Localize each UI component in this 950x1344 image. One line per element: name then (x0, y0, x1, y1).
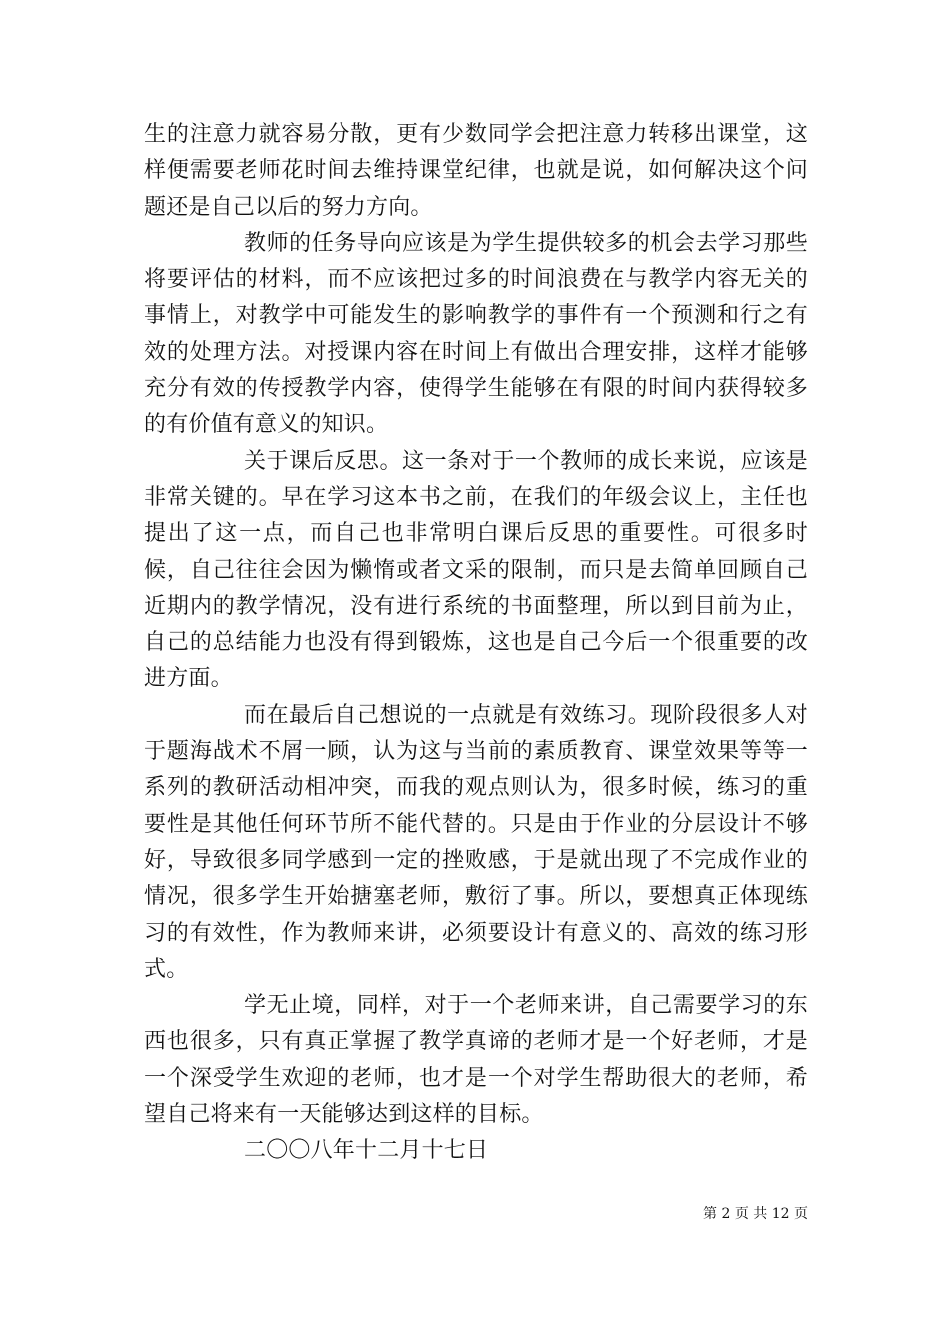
paragraph-reflection: 关于课后反思。这一条对于一个教师的成长来说，应该是非常关键的。早在学习这本书之前，在我们的年级会议上，主任也提出了这一点，而自己也非常明白课后反思的重要性。可很多时候，自己往往会因为懒惰或者文采的限制，而只是去简单回顾自己近期内的教学情况，没有进行系统的书面整理，所以到目前为止，自己的总结能力也没有得到锻炼，这也是自己今后一个很重要的改进方面。 (144, 448, 808, 692)
paragraph-effective-practice: 而在最后自己想说的一点就是有效练习。现阶段很多人对于题海战术不屑一顾，认为这与当前的素质教育、课堂效果等等一系列的教研活动相冲突，而我的观点则认为，很多时候，练习的重要性是其他任何环节所不能代替的。只是由于作业的分层设计不够好，导致很多同学感到一定的挫败感，于是就出现了不完成作业的情况，很多学生开始搪塞老师，敷衍了事。所以，要想真正体现练习的有效性，作为教师来讲，必须要设计有意义的、高效的练习形式。 (144, 702, 808, 982)
page-number-footer: 第 2 页 共 12 页 (703, 1206, 808, 1222)
paragraph-task-orientation: 教师的任务导向应该是为学生提供较多的机会去学习那些将要评估的材料，而不应该把过多的时间浪费在与教学内容无关的事情上，对教学中可能发生的影响教学的事件有一个预测和行之有效的处理方法。对授课内容在时间上有做出合理安排，这样才能够充分有效的传授教学内容，使得学生能够在有限的时间内获得较多的有价值有意义的知识。 (144, 230, 808, 438)
document-date: 二〇〇八年十二月十七日 (244, 1138, 489, 1164)
document-body (144, 117, 808, 1170)
paragraph-conclusion: 学无止境，同样，对于一个老师来讲，自己需要学习的东西也很多，只有真正掌握了教学真谛的老师才是一个好老师，才是一个深受学生欢迎的老师，也才是一个对学生帮助很大的老师，希望自己将来有一天能够达到这样的目标。 (144, 993, 808, 1128)
paragraph-continuation: 生的注意力就容易分散，更有少数同学会把注意力转移出课堂，这样便需要老师花时间去维持课堂纪律，也就是说，如何解决这个问题还是自己以后的努力方向。 (144, 122, 808, 220)
